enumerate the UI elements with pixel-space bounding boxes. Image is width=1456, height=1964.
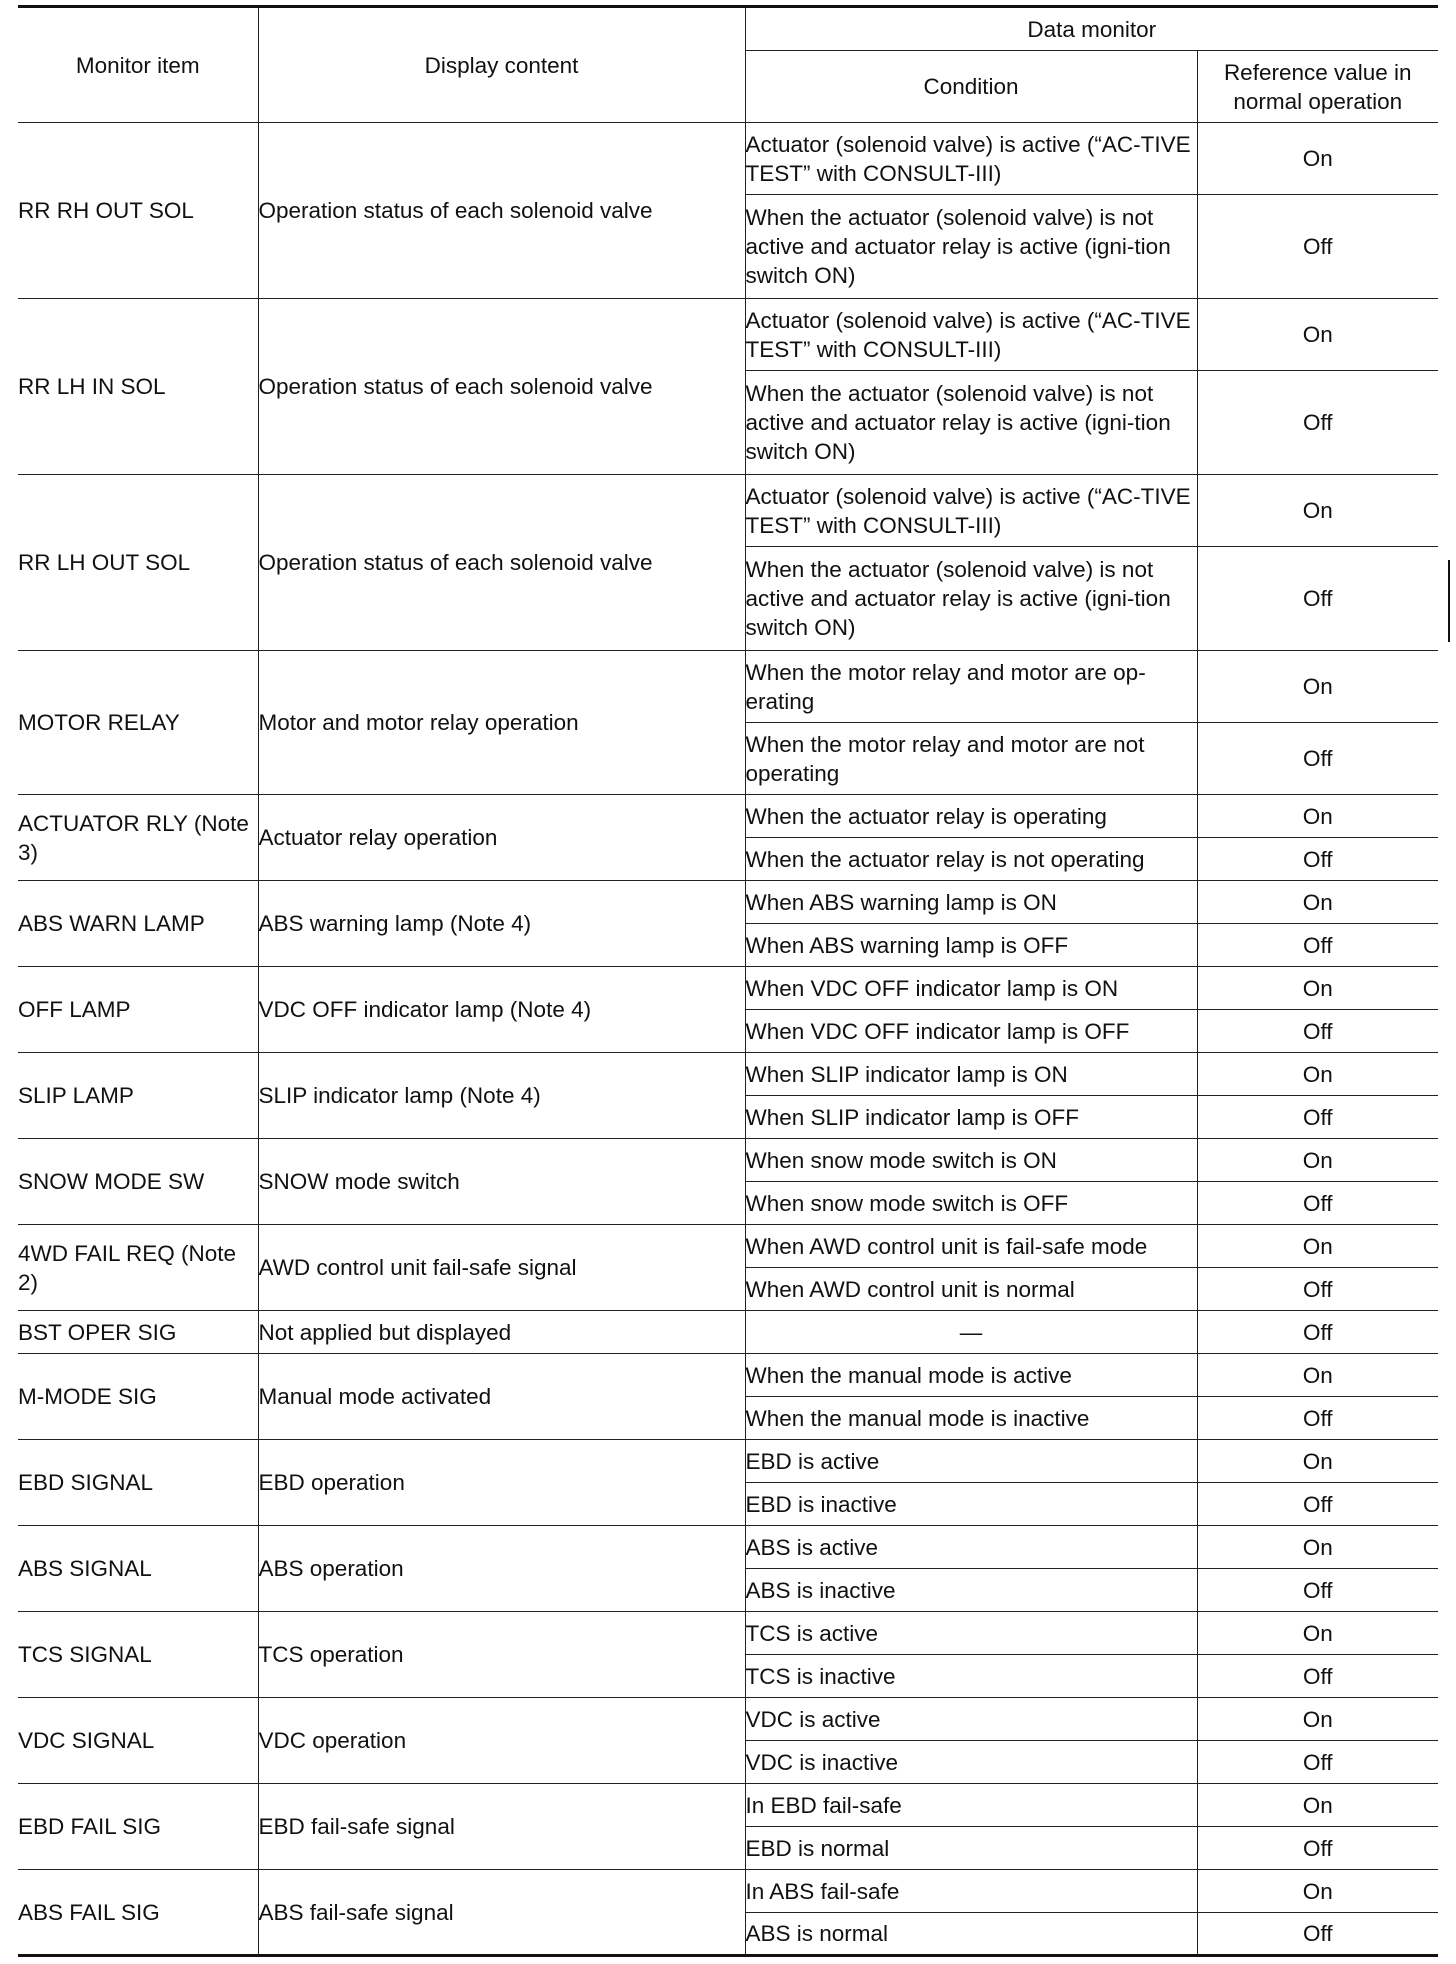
reference-value-text: Off <box>1302 932 1333 958</box>
reference-value-text: Off <box>1302 1319 1333 1345</box>
display-content-cell <box>258 123 745 299</box>
reference-value-text: Off <box>1302 234 1333 259</box>
condition-text: When VDC OFF indicator lamp is ON <box>745 975 1119 1001</box>
condition-cell <box>745 1096 1197 1139</box>
reference-value-text: Off <box>1302 1190 1333 1216</box>
header-condition: Condition <box>745 51 1197 123</box>
condition-text: Actuator (solenoid valve) is active (“AC-TIVE TEST” with CONSULT-III) <box>745 307 1191 362</box>
reference-value-text: On <box>1302 674 1333 699</box>
reference-value-text: On <box>1302 498 1333 523</box>
condition-cell <box>745 1311 1197 1354</box>
condition-text: When the actuator relay is operating <box>745 803 1107 829</box>
reference-value-cell <box>1197 1784 1438 1827</box>
monitor-item-label: RR LH OUT SOL <box>18 550 191 575</box>
reference-value-cell <box>1197 924 1438 967</box>
table-row <box>18 881 1438 924</box>
condition-cell <box>745 838 1197 881</box>
display-content-text: VDC operation <box>258 1728 407 1753</box>
condition-cell <box>745 723 1197 795</box>
condition-cell <box>745 795 1197 838</box>
condition-text: — <box>959 1319 983 1345</box>
reference-value-cell <box>1197 195 1438 299</box>
reference-value-text: Off <box>1302 1749 1333 1775</box>
condition-text: When snow mode switch is ON <box>745 1147 1057 1173</box>
condition-cell <box>745 299 1197 371</box>
reference-value-cell <box>1197 371 1438 475</box>
display-content-text: Not applied but displayed <box>258 1319 512 1345</box>
display-content-cell <box>258 1053 745 1139</box>
reference-value-cell <box>1197 1225 1438 1268</box>
reference-value-cell <box>1197 1870 1438 1913</box>
display-content-text: Actuator relay operation <box>258 825 498 850</box>
reference-value-cell <box>1197 1741 1438 1784</box>
condition-cell <box>745 1225 1197 1268</box>
condition-text: When the motor relay and motor are op-erating <box>745 659 1146 714</box>
monitor-item-cell <box>18 881 258 967</box>
condition-text: When the actuator (solenoid valve) is not active and actuator relay is active (igni-tion switch ON) <box>745 205 1171 288</box>
table-row <box>18 1225 1438 1268</box>
monitor-item-label: RR LH IN SOL <box>18 374 166 399</box>
reference-value-text: On <box>1302 146 1333 171</box>
condition-text: EBD is inactive <box>745 1491 897 1517</box>
condition-text: When the actuator (solenoid valve) is not active and actuator relay is active (igni-tion switch ON) <box>745 557 1171 640</box>
display-content-cell <box>258 967 745 1053</box>
reference-value-cell <box>1197 1010 1438 1053</box>
condition-text: When the actuator relay is not operating <box>745 846 1145 872</box>
display-content-text: SLIP indicator lamp (Note 4) <box>258 1083 541 1108</box>
condition-cell <box>745 1139 1197 1182</box>
display-content-cell <box>258 1139 745 1225</box>
header-data-monitor: Data monitor <box>745 7 1438 51</box>
condition-cell <box>745 547 1197 651</box>
condition-cell <box>745 1655 1197 1698</box>
header-display-content: Display content <box>258 7 745 123</box>
reference-value-cell <box>1197 1827 1438 1870</box>
monitor-item-label: EBD FAIL SIG <box>18 1814 161 1839</box>
condition-text: When VDC OFF indicator lamp is OFF <box>745 1018 1130 1044</box>
condition-text: When the manual mode is active <box>745 1362 1072 1388</box>
display-content-text: Manual mode activated <box>258 1384 492 1409</box>
reference-value-cell <box>1197 1139 1438 1182</box>
condition-cell <box>745 1010 1197 1053</box>
reference-value-text: Off <box>1302 1491 1333 1517</box>
condition-cell <box>745 1741 1197 1784</box>
condition-text: Actuator (solenoid valve) is active (“AC-TIVE TEST” with CONSULT-III) <box>745 131 1191 186</box>
condition-cell <box>745 924 1197 967</box>
reference-value-text: On <box>1302 1792 1333 1818</box>
monitor-item-label: ABS SIGNAL <box>18 1556 152 1581</box>
condition-cell <box>745 1870 1197 1913</box>
reference-value-cell <box>1197 1397 1438 1440</box>
reference-value-text: On <box>1302 1448 1333 1474</box>
table-row <box>18 475 1438 547</box>
condition-cell <box>745 1569 1197 1612</box>
condition-cell <box>745 1397 1197 1440</box>
display-content-text: Operation status of each solenoid valve <box>258 550 653 575</box>
monitor-item-cell <box>18 1784 258 1870</box>
monitor-item-cell <box>18 1870 258 1956</box>
monitor-item-cell <box>18 1440 258 1526</box>
reference-value-cell <box>1197 1268 1438 1311</box>
revision-bar <box>1448 560 1450 642</box>
condition-text: EBD is normal <box>745 1835 890 1861</box>
table-row <box>18 1139 1438 1182</box>
condition-text: When ABS warning lamp is ON <box>745 889 1057 915</box>
table-row <box>18 1440 1438 1483</box>
monitor-item-cell <box>18 967 258 1053</box>
condition-text: ABS is normal <box>745 1921 889 1946</box>
reference-value-text: Off <box>1302 1276 1333 1302</box>
reference-value-cell <box>1197 1526 1438 1569</box>
reference-value-text: Off <box>1302 1835 1333 1861</box>
display-content-cell <box>258 795 745 881</box>
table-row <box>18 1354 1438 1397</box>
display-content-cell <box>258 1354 745 1440</box>
condition-cell <box>745 475 1197 547</box>
header-monitor-item: Monitor item <box>18 7 258 123</box>
reference-value-text: Off <box>1302 1921 1333 1946</box>
condition-cell <box>745 123 1197 195</box>
monitor-item-label: EBD SIGNAL <box>18 1470 154 1495</box>
reference-value-text: On <box>1302 975 1333 1001</box>
reference-value-text: On <box>1302 1706 1333 1732</box>
table-row <box>18 1870 1438 1913</box>
reference-value-cell <box>1197 838 1438 881</box>
reference-value-cell <box>1197 299 1438 371</box>
condition-cell <box>745 1526 1197 1569</box>
reference-value-cell <box>1197 881 1438 924</box>
monitor-item-cell <box>18 1698 258 1784</box>
reference-value-cell <box>1197 795 1438 838</box>
reference-value-cell <box>1197 967 1438 1010</box>
condition-text: TCS is active <box>745 1620 879 1646</box>
table-row <box>18 123 1438 195</box>
monitor-item-cell <box>18 1311 258 1354</box>
reference-value-text: On <box>1302 322 1333 347</box>
monitor-item-label: OFF LAMP <box>18 997 131 1022</box>
display-content-cell <box>258 1225 745 1311</box>
display-content-cell <box>258 1784 745 1870</box>
condition-text: When the motor relay and motor are not operating <box>745 731 1145 786</box>
reference-value-cell <box>1197 1311 1438 1354</box>
table-row <box>18 1053 1438 1096</box>
header-reference-value: Reference value in normal operation <box>1197 51 1438 123</box>
condition-cell <box>745 1483 1197 1526</box>
reference-value-text: Off <box>1302 846 1333 872</box>
condition-cell <box>745 1913 1197 1956</box>
condition-text: When the actuator (solenoid valve) is not active and actuator relay is active (igni-tion switch ON) <box>745 381 1171 464</box>
table-row <box>18 299 1438 371</box>
monitor-item-label: BST OPER SIG <box>18 1319 177 1345</box>
display-content-text: Operation status of each solenoid valve <box>258 198 653 223</box>
condition-cell <box>745 1784 1197 1827</box>
condition-cell <box>745 1612 1197 1655</box>
condition-text: When ABS warning lamp is OFF <box>745 932 1069 958</box>
table-row <box>18 795 1438 838</box>
condition-text: In ABS fail-safe <box>745 1878 900 1904</box>
condition-text: When SLIP indicator lamp is ON <box>745 1061 1068 1087</box>
display-content-text: AWD control unit fail-safe signal <box>258 1255 577 1280</box>
table-row <box>18 1612 1438 1655</box>
monitor-item-label: M-MODE SIG <box>18 1384 157 1409</box>
reference-value-cell <box>1197 1354 1438 1397</box>
display-content-text: EBD operation <box>258 1470 405 1495</box>
monitor-item-label: TCS SIGNAL <box>18 1642 152 1667</box>
condition-text: When SLIP indicator lamp is OFF <box>745 1104 1079 1130</box>
monitor-item-cell <box>18 651 258 795</box>
condition-text: VDC is active <box>745 1706 881 1732</box>
reference-value-cell <box>1197 1440 1438 1483</box>
display-content-text: Operation status of each solenoid valve <box>258 374 653 399</box>
table-header <box>18 7 1438 123</box>
table-row <box>18 967 1438 1010</box>
reference-value-cell <box>1197 1913 1438 1956</box>
reference-value-cell <box>1197 1698 1438 1741</box>
display-content-cell <box>258 475 745 651</box>
reference-value-text: On <box>1302 803 1333 829</box>
condition-text: VDC is inactive <box>745 1749 899 1775</box>
reference-value-text: Off <box>1302 1405 1333 1431</box>
reference-value-cell <box>1197 1182 1438 1225</box>
condition-cell <box>745 1440 1197 1483</box>
monitor-item-label: 4WD FAIL REQ (Note 2) <box>18 1240 236 1295</box>
reference-value-cell <box>1197 723 1438 795</box>
display-content-cell <box>258 1440 745 1526</box>
display-content-cell <box>258 651 745 795</box>
reference-value-cell <box>1197 475 1438 547</box>
condition-text: TCS is inactive <box>745 1663 896 1689</box>
condition-text: When AWD control unit is fail-safe mode <box>745 1233 1148 1259</box>
display-content-text: ABS warning lamp (Note 4) <box>258 911 532 936</box>
display-content-text: ABS fail-safe signal <box>258 1899 454 1925</box>
condition-cell <box>745 1698 1197 1741</box>
reference-value-text: Off <box>1302 586 1333 611</box>
monitor-item-label: ABS FAIL SIG <box>18 1899 160 1925</box>
reference-value-cell <box>1197 547 1438 651</box>
monitor-item-cell <box>18 1139 258 1225</box>
display-content-text: EBD fail-safe signal <box>258 1814 455 1839</box>
table-row <box>18 1698 1438 1741</box>
condition-text: ABS is inactive <box>745 1577 896 1603</box>
reference-value-text: On <box>1302 1233 1333 1259</box>
monitor-item-cell <box>18 1225 258 1311</box>
table-row <box>18 1526 1438 1569</box>
condition-cell <box>745 1182 1197 1225</box>
condition-cell <box>745 371 1197 475</box>
display-content-text: ABS operation <box>258 1556 404 1581</box>
reference-value-cell <box>1197 1483 1438 1526</box>
display-content-text: Motor and motor relay operation <box>258 710 579 735</box>
condition-cell <box>745 1354 1197 1397</box>
monitor-item-cell <box>18 1354 258 1440</box>
condition-text: When the manual mode is inactive <box>745 1405 1090 1431</box>
monitor-item-label: VDC SIGNAL <box>18 1728 155 1753</box>
reference-value-text: Off <box>1302 1577 1333 1603</box>
monitor-item-cell <box>18 123 258 299</box>
reference-value-text: On <box>1302 1061 1333 1087</box>
display-content-text: VDC OFF indicator lamp (Note 4) <box>258 997 592 1022</box>
reference-value-text: On <box>1302 1620 1333 1646</box>
condition-text: EBD is active <box>745 1448 880 1474</box>
monitor-item-label: ACTUATOR RLY (Note 3) <box>18 810 249 865</box>
condition-text: When AWD control unit is normal <box>745 1276 1075 1302</box>
condition-text: In EBD fail-safe <box>745 1792 902 1818</box>
reference-value-cell <box>1197 1096 1438 1139</box>
condition-cell <box>745 967 1197 1010</box>
table-body <box>18 123 1438 1956</box>
monitor-item-cell <box>18 1612 258 1698</box>
data-monitor-table <box>18 5 1438 1957</box>
display-content-cell <box>258 299 745 475</box>
display-content-cell <box>258 881 745 967</box>
monitor-item-label: SLIP LAMP <box>18 1083 134 1108</box>
monitor-item-label: MOTOR RELAY <box>18 710 180 735</box>
reference-value-cell <box>1197 1053 1438 1096</box>
reference-value-text: On <box>1302 1147 1333 1173</box>
display-content-cell <box>258 1612 745 1698</box>
display-content-cell <box>258 1870 745 1956</box>
condition-cell <box>745 651 1197 723</box>
display-content-cell <box>258 1311 745 1354</box>
condition-text: Actuator (solenoid valve) is active (“AC-TIVE TEST” with CONSULT-III) <box>745 483 1191 538</box>
monitor-item-cell <box>18 1526 258 1612</box>
condition-cell <box>745 1053 1197 1096</box>
condition-cell <box>745 195 1197 299</box>
table-row <box>18 1784 1438 1827</box>
reference-value-text: Off <box>1302 410 1333 435</box>
condition-text: ABS is active <box>745 1534 879 1560</box>
reference-value-text: Off <box>1302 1104 1333 1130</box>
reference-value-text: On <box>1302 1362 1333 1388</box>
reference-value-text: Off <box>1302 1663 1333 1689</box>
monitor-item-cell <box>18 795 258 881</box>
condition-text: When snow mode switch is OFF <box>745 1190 1069 1216</box>
monitor-item-label: ABS WARN LAMP <box>18 911 205 936</box>
monitor-item-cell <box>18 299 258 475</box>
display-content-cell <box>258 1698 745 1784</box>
monitor-item-label: RR RH OUT SOL <box>18 198 194 223</box>
reference-value-text: Off <box>1302 1018 1333 1044</box>
table-row <box>18 1311 1438 1354</box>
condition-cell <box>745 1268 1197 1311</box>
reference-value-cell <box>1197 1612 1438 1655</box>
table-row <box>18 651 1438 723</box>
reference-value-cell <box>1197 123 1438 195</box>
reference-value-text: Off <box>1302 746 1333 771</box>
display-content-text: SNOW mode switch <box>258 1169 460 1194</box>
display-content-text: TCS operation <box>258 1642 404 1667</box>
monitor-item-cell <box>18 475 258 651</box>
reference-value-text: On <box>1302 1878 1333 1904</box>
reference-value-text: On <box>1302 1534 1333 1560</box>
display-content-cell <box>258 1526 745 1612</box>
reference-value-cell <box>1197 651 1438 723</box>
reference-value-cell <box>1197 1569 1438 1612</box>
monitor-item-label: SNOW MODE SW <box>18 1169 205 1194</box>
monitor-item-cell <box>18 1053 258 1139</box>
reference-value-cell <box>1197 1655 1438 1698</box>
reference-value-text: On <box>1302 889 1333 915</box>
condition-cell <box>745 881 1197 924</box>
condition-cell <box>745 1827 1197 1870</box>
